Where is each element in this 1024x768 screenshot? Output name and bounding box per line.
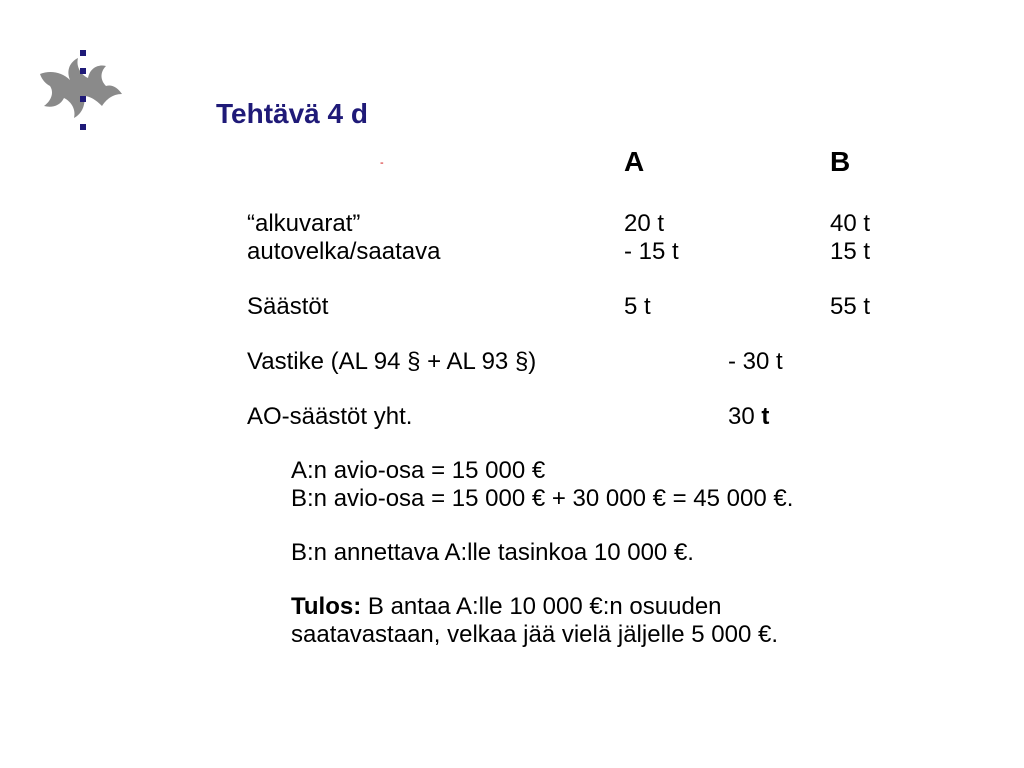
- column-header-b: B: [830, 146, 851, 177]
- tulos-line-1: [291, 593, 722, 621]
- tulos-text: B antaa A:lle 10 000 €:n osuuden: [361, 593, 722, 620]
- row-value-vastike: - 30 t: [728, 348, 783, 375]
- dash-mark: -: [380, 157, 384, 169]
- row-value-b: 40 t: [830, 210, 871, 237]
- row-label-vastike: Vastike (AL 94 § + AL 93 §): [247, 348, 537, 375]
- tulos-line-2: saatavastaan, velkaa jää vielä jäljelle 5 000 €.: [291, 621, 778, 648]
- row-label-saastot: Säästöt: [247, 293, 329, 320]
- flame-icon: [36, 46, 126, 136]
- row-value-a: 5 t: [624, 293, 651, 320]
- page-title: Tehtävä 4 d: [216, 98, 368, 129]
- row-value-b: 15 t: [830, 238, 871, 265]
- b-avio-osa-line: B:n avio-osa = 15 000 € + 30 000 € = 45 000 €.: [291, 485, 794, 512]
- ao-saastot-value: 30: [728, 403, 755, 430]
- row-value-a: 20 t: [624, 210, 665, 237]
- row-label-autovelka: autovelka/saatava: [247, 238, 441, 265]
- row-value-ao-saastot: [728, 403, 769, 431]
- row-value-b: 55 t: [830, 293, 871, 320]
- row-value-a: - 15 t: [624, 238, 679, 265]
- tulos-label: Tulos:: [291, 593, 362, 620]
- column-header-a: A: [624, 146, 645, 177]
- ao-saastot-unit: t: [761, 403, 770, 430]
- tasinko-line: B:n annettava A:lle tasinkoa 10 000 €.: [291, 539, 694, 566]
- row-label-ao-saastot: AO-säästöt yht.: [247, 403, 413, 430]
- row-label-alkuvarat: “alkuvarat”: [247, 210, 361, 237]
- a-avio-osa-line: A:n avio-osa = 15 000 €: [291, 457, 546, 484]
